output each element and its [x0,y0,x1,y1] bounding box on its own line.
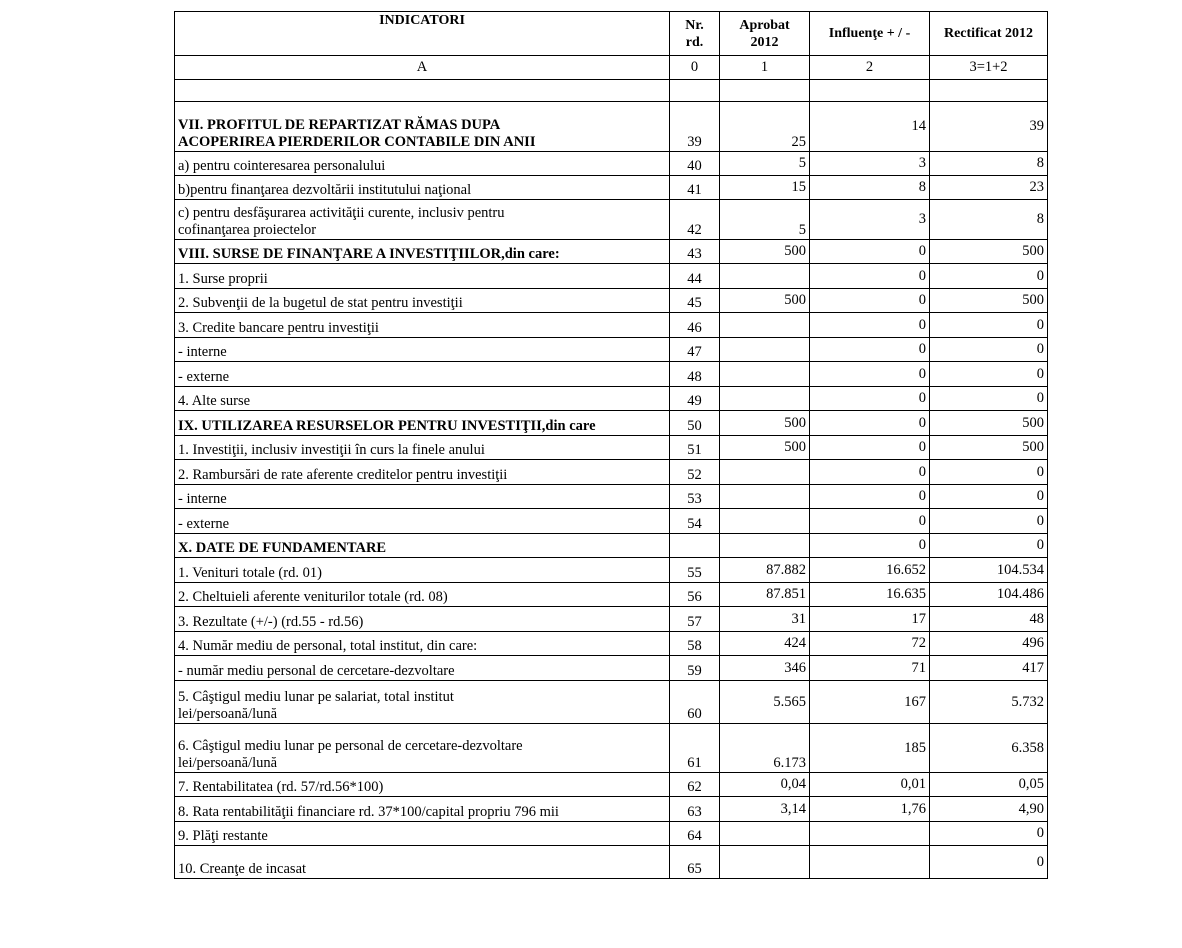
table-row [175,509,1048,534]
row-number: 46 [670,313,720,338]
rectificat-value: 104.486 [930,583,1048,607]
aprobat-value [720,362,810,387]
aprobat-value [720,822,810,846]
aprobat-value: 5 [720,152,810,176]
influente-value [810,846,930,879]
row-label: - interne [175,338,670,362]
table-row [175,80,1048,102]
row-label: 10. Creanţe de incasat [175,846,670,879]
row-label: 9. Plăţi restante [175,822,670,846]
row-number: 58 [670,632,720,656]
influente-value [810,80,930,102]
table-body [175,80,1048,879]
rectificat-value: 0 [930,534,1048,558]
rectificat-value [930,80,1048,102]
rectificat-value: 6.358 [930,724,1048,773]
influente-value: 17 [810,607,930,632]
index-cell: 0 [670,56,720,80]
row-number: 60 [670,681,720,724]
influente-value: 14 [810,102,930,152]
rectificat-value: 0 [930,338,1048,362]
table-row [175,534,1048,558]
aprobat-value: 0,04 [720,773,810,797]
row-label: b)pentru finanţarea dezvoltării institutului naţional [175,176,670,200]
aprobat-value [720,387,810,411]
influente-value: 0 [810,436,930,460]
index-cell: A [175,56,670,80]
table-row [175,632,1048,656]
aprobat-value: 87.882 [720,558,810,583]
row-number: 42 [670,200,720,240]
row-number: 48 [670,362,720,387]
influente-value: 0 [810,509,930,534]
row-label: 2. Cheltuieli aferente veniturilor totale (rd. 08) [175,583,670,607]
row-label: a) pentru cointeresarea personalului [175,152,670,176]
influente-value: 16.635 [810,583,930,607]
row-number: 53 [670,485,720,509]
influente-value: 0 [810,338,930,362]
rectificat-value: 104.534 [930,558,1048,583]
row-number: 45 [670,289,720,313]
row-label: - externe [175,362,670,387]
row-number: 62 [670,773,720,797]
influente-value: 8 [810,176,930,200]
influente-value: 0 [810,485,930,509]
rectificat-value: 500 [930,289,1048,313]
rectificat-value: 500 [930,436,1048,460]
row-number: 65 [670,846,720,879]
header-nr-rd: Nr. rd. [670,12,720,56]
row-label: - interne [175,485,670,509]
rectificat-value: 417 [930,656,1048,681]
row-label: 2. Rambursări de rate aferente creditelor pentru investiţii [175,460,670,485]
table-row [175,846,1048,879]
row-label: 4. Alte surse [175,387,670,411]
row-number: 55 [670,558,720,583]
table-row [175,313,1048,338]
aprobat-value [720,80,810,102]
rectificat-value: 0,05 [930,773,1048,797]
row-number: 39 [670,102,720,152]
index-cell: 1 [720,56,810,80]
influente-value: 0 [810,240,930,264]
row-label: 2. Subvenţii de la bugetul de stat pentru investiţii [175,289,670,313]
column-index-row [175,56,1048,80]
rectificat-value: 4,90 [930,797,1048,822]
influente-value: 0 [810,289,930,313]
table-row [175,289,1048,313]
table-row [175,240,1048,264]
row-number [670,80,720,102]
rectificat-value: 8 [930,152,1048,176]
row-label: IX. UTILIZAREA RESURSELOR PENTRU INVESTIŢII,din care [175,411,670,436]
table-row [175,485,1048,509]
row-label: 8. Rata rentabilităţii financiare rd. 37*100/capital propriu 796 mii [175,797,670,822]
influente-value: 0 [810,264,930,289]
row-label: 5. Câştigul mediu lunar pe salariat, total institut lei/persoană/lună [175,681,670,724]
table-row [175,200,1048,240]
influente-value: 71 [810,656,930,681]
row-number: 50 [670,411,720,436]
table-row [175,436,1048,460]
rectificat-value: 500 [930,411,1048,436]
rectificat-value: 500 [930,240,1048,264]
influente-value [810,822,930,846]
influente-value: 72 [810,632,930,656]
rectificat-value: 39 [930,102,1048,152]
row-label: c) pentru desfăşurarea activităţii curente, inclusiv pentru cofinanţarea proiectelor [175,200,670,240]
influente-value: 1,76 [810,797,930,822]
rectificat-value: 0 [930,264,1048,289]
aprobat-value: 346 [720,656,810,681]
influente-value: 3 [810,152,930,176]
influente-value: 167 [810,681,930,724]
table-row [175,607,1048,632]
row-number: 61 [670,724,720,773]
rectificat-value: 0 [930,509,1048,534]
table-row [175,387,1048,411]
row-number: 57 [670,607,720,632]
table-row [175,822,1048,846]
aprobat-value: 500 [720,289,810,313]
table-row [175,681,1048,724]
aprobat-value: 500 [720,411,810,436]
aprobat-value: 500 [720,436,810,460]
row-number: 44 [670,264,720,289]
rectificat-value: 0 [930,362,1048,387]
row-number: 59 [670,656,720,681]
row-number [670,534,720,558]
table-row [175,176,1048,200]
row-number: 56 [670,583,720,607]
header-rectificat: Rectificat 2012 [930,12,1048,56]
influente-value: 0 [810,313,930,338]
influente-value: 185 [810,724,930,773]
rectificat-value: 0 [930,313,1048,338]
influente-value: 0 [810,460,930,485]
row-label: - număr mediu personal de cercetare-dezvoltare [175,656,670,681]
row-label: 4. Număr mediu de personal, total institut, din care: [175,632,670,656]
row-label: VIII. SURSE DE FINANŢARE A INVESTIŢIILOR,din care: [175,240,670,264]
influente-value: 0 [810,387,930,411]
influente-value: 3 [810,200,930,240]
rectificat-value: 0 [930,485,1048,509]
aprobat-value: 31 [720,607,810,632]
influente-value: 0 [810,534,930,558]
rectificat-value: 8 [930,200,1048,240]
index-cell: 2 [810,56,930,80]
row-label: - externe [175,509,670,534]
aprobat-value: 5 [720,200,810,240]
row-label [175,80,670,102]
influente-value: 0,01 [810,773,930,797]
row-number: 41 [670,176,720,200]
header-aprobat: Aprobat 2012 [720,12,810,56]
table-row [175,797,1048,822]
aprobat-value: 25 [720,102,810,152]
row-label: 1. Investiţii, inclusiv investiţii în curs la finele anului [175,436,670,460]
rectificat-value: 496 [930,632,1048,656]
table-row [175,558,1048,583]
row-number: 47 [670,338,720,362]
row-number: 54 [670,509,720,534]
aprobat-value [720,509,810,534]
row-label: 3. Rezultate (+/-) (rd.55 - rd.56) [175,607,670,632]
aprobat-value: 424 [720,632,810,656]
table-row [175,460,1048,485]
table-row [175,338,1048,362]
row-number: 52 [670,460,720,485]
row-label: 1. Venituri totale (rd. 01) [175,558,670,583]
table-row [175,102,1048,152]
table-row [175,264,1048,289]
table-row [175,773,1048,797]
rectificat-value: 0 [930,846,1048,879]
rectificat-value: 48 [930,607,1048,632]
aprobat-value: 3,14 [720,797,810,822]
aprobat-value: 87.851 [720,583,810,607]
aprobat-value [720,846,810,879]
row-label: X. DATE DE FUNDAMENTARE [175,534,670,558]
aprobat-value [720,313,810,338]
aprobat-value [720,460,810,485]
rectificat-value: 0 [930,822,1048,846]
aprobat-value [720,534,810,558]
table-row [175,362,1048,387]
aprobat-value [720,485,810,509]
rectificat-value: 23 [930,176,1048,200]
aprobat-value: 500 [720,240,810,264]
row-number: 40 [670,152,720,176]
aprobat-value: 5.565 [720,681,810,724]
row-label: 6. Câştigul mediu lunar pe personal de cercetare-dezvoltare lei/persoană/lună [175,724,670,773]
row-number: 63 [670,797,720,822]
aprobat-value [720,338,810,362]
aprobat-value [720,264,810,289]
influente-value: 0 [810,411,930,436]
header-row [175,12,1048,56]
table-row [175,411,1048,436]
influente-value: 0 [810,362,930,387]
table-row [175,583,1048,607]
row-number: 49 [670,387,720,411]
rectificat-value: 0 [930,387,1048,411]
index-cell: 3=1+2 [930,56,1048,80]
influente-value: 16.652 [810,558,930,583]
row-label: VII. PROFITUL DE REPARTIZAT RĂMAS DUPA ACOPERIREA PIERDERILOR CONTABILE DIN ANII [175,102,670,152]
row-label: 3. Credite bancare pentru investiţii [175,313,670,338]
aprobat-value: 15 [720,176,810,200]
indicators-table [174,11,1048,879]
row-number: 64 [670,822,720,846]
row-number: 51 [670,436,720,460]
rectificat-value: 5.732 [930,681,1048,724]
rectificat-value: 0 [930,460,1048,485]
row-number: 43 [670,240,720,264]
table-row [175,152,1048,176]
row-label: 1. Surse proprii [175,264,670,289]
row-label: 7. Rentabilitatea (rd. 57/rd.56*100) [175,773,670,797]
header-influente: Influenţe + / - [810,12,930,56]
table-row [175,724,1048,773]
aprobat-value: 6.173 [720,724,810,773]
header-indicatori: INDICATORI [175,12,670,56]
table-row [175,656,1048,681]
